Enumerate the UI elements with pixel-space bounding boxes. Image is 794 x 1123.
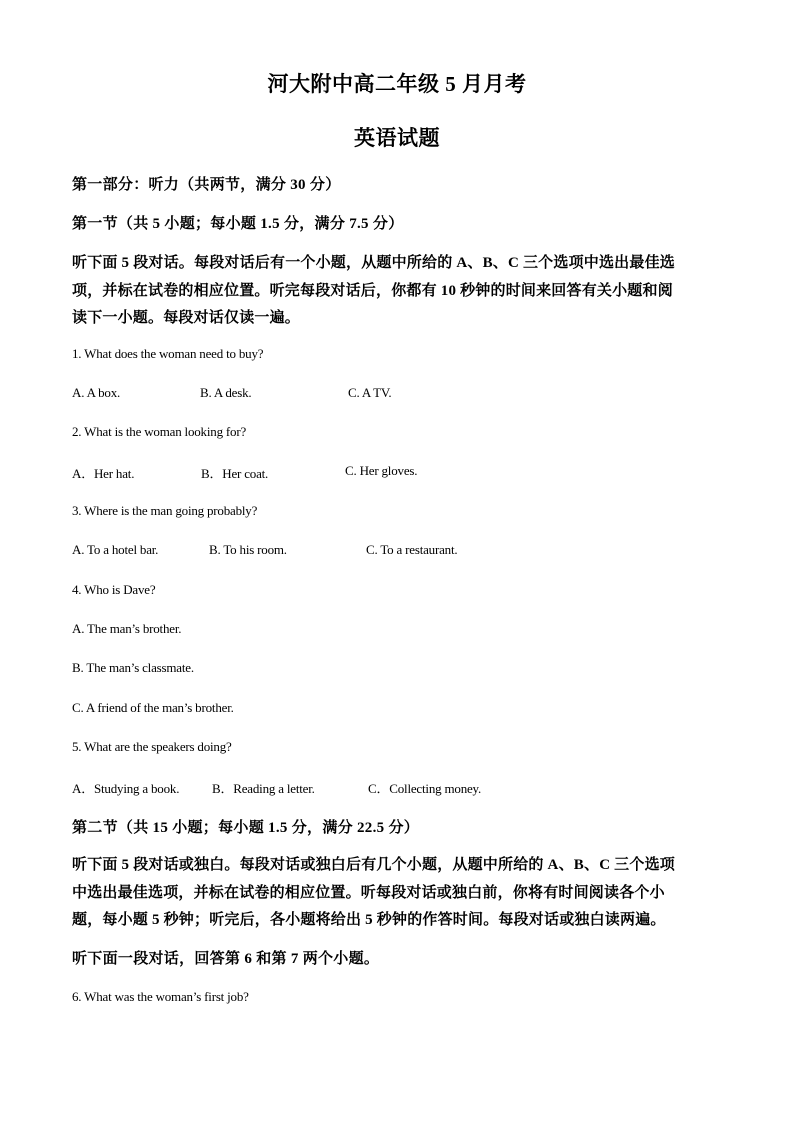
section2-instructions — [72, 852, 720, 935]
question-1-option-a: A. A box. — [72, 385, 121, 400]
question-4-option-a: A. The man’s brother. — [72, 621, 182, 636]
question-5-option-b: B．Reading a letter. — [212, 781, 315, 796]
instruction-line: 项，并标在试卷的相应位置。听完每段对话后，你都有 10 秒钟的时间来回答有关小题和阅 — [72, 282, 673, 299]
question-2-option-c: C. Her gloves. — [345, 463, 418, 478]
question-6-stem: 6. What was the woman’s first job? — [72, 989, 249, 1004]
question-1-stem: 1. What does the woman need to buy? — [72, 346, 264, 361]
question-1-option-b: B. A desk. — [200, 385, 252, 400]
question-2-option-b: B．Her coat. — [201, 466, 269, 481]
section1-instructions — [72, 250, 720, 333]
instruction-line: 听下面 5 段对话或独白。每段对话或独白后有几个小题，从题中所给的 A、B、C 三个选项 — [72, 857, 675, 873]
question-2-option-a: A．Her hat. — [72, 466, 135, 481]
question-3-option-c: C. To a restaurant. — [366, 542, 458, 557]
question-4-option-c: C. A friend of the man’s brother. — [72, 700, 234, 715]
question-3-option-b: B. To his room. — [209, 542, 287, 557]
exam-subtitle: 英语试题 — [354, 126, 440, 150]
question-3-stem: 3. Where is the man going probably? — [72, 503, 258, 518]
question-4-stem: 4. Who is Dave? — [72, 582, 156, 597]
instruction-line: 读下一小题。每段对话仅读一遍。 — [72, 310, 301, 326]
part1-heading: 第一部分：听力（共两节，满分 30 分） — [72, 177, 341, 193]
section1-heading: 第一节（共 5 小题；每小题 1.5 分，满分 7.5 分） — [72, 216, 404, 232]
question-5-stem: 5. What are the speakers doing? — [72, 739, 232, 754]
question-5-option-a: A．Studying a book. — [72, 781, 180, 796]
question-2-stem: 2. What is the woman looking for? — [72, 424, 247, 439]
section2-heading: 第二节（共 15 小题；每小题 1.5 分，满分 22.5 分） — [72, 820, 420, 836]
question-4-option-b: B. The man’s classmate. — [72, 660, 194, 675]
question-5-option-c: C．Collecting money. — [368, 781, 482, 796]
instruction-line: 题，每小题 5 秒钟；听完后，各小题将给出 5 秒钟的作答时间。每段对话或独白读两遍。 — [72, 912, 666, 928]
question-3-option-a: A. To a hotel bar. — [72, 542, 159, 557]
section2-sub-instruction: 听下面一段对话，回答第 6 和第 7 两个小题。 — [72, 951, 380, 967]
question-1-option-c: C. A TV. — [348, 385, 392, 400]
exam-title: 河大附中高二年级 5 月月考 — [267, 72, 527, 96]
instruction-line: 中选出最佳选项，并标在试卷的相应位置。听每段对话或独白前，你将有时间阅读各个小 — [72, 884, 665, 901]
instruction-line: 听下面 5 段对话。每段对话后有一个小题，从题中所给的 A、B、C 三个选项中选出最佳选 — [72, 255, 675, 271]
